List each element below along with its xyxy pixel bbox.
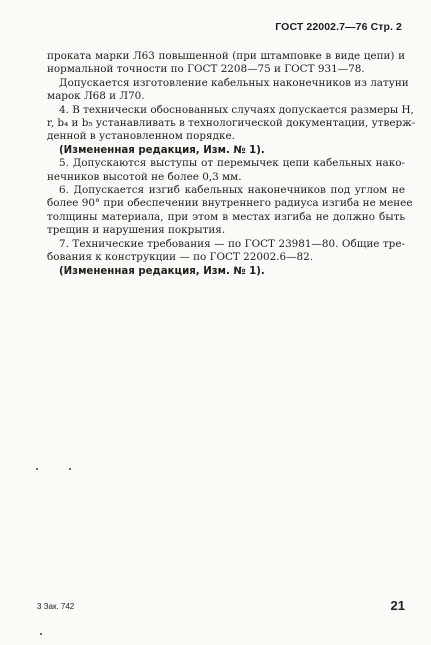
paragraph (47, 76, 409, 104)
amendment-note (47, 265, 405, 278)
text-line: 4. В технически обоснованных случаях допускается размеры H, (59, 103, 414, 116)
text-line: (Измененная редакция, Изм. № 1). (59, 265, 265, 277)
paragraph (47, 157, 405, 184)
text-line: денной в установленном порядке. (47, 130, 235, 143)
text-line: 6. Допускается изгиб кабельных наконечников под углом не (59, 184, 405, 197)
amendment-note (47, 144, 405, 157)
scan-speck (69, 468, 71, 470)
paragraph (47, 238, 405, 265)
text-line: марок Л68 и Л70. (47, 90, 145, 103)
text-line: нечников высотой не более 0,3 мм. (47, 170, 242, 183)
page-header (275, 21, 402, 33)
text-line: r, b₄ и b₅ устанавливать в технологической документации, утверж- (47, 117, 416, 130)
page-label: Стр. 2 (370, 21, 402, 33)
print-order-info: 3 Зак. 742 (37, 602, 75, 611)
text-line: нормальной точности по ГОСТ 2208—75 и ГОСТ 931—78. (47, 63, 365, 76)
scan-speck (36, 468, 38, 470)
paragraph (47, 184, 413, 238)
text-line: Допускается изготовление кабельных наконечников из латуни (59, 76, 409, 89)
text-line: трещин и нарушения покрытия. (47, 224, 226, 237)
text-line: (Измененная редакция, Изм. № 1). (59, 144, 265, 156)
paragraph (47, 50, 405, 77)
text-line: толщины материала, при этом в местах изгиба не должно быть (47, 210, 405, 223)
scan-speck (40, 633, 42, 635)
text-line: 5. Допускаются выступы от перемычек цепи кабельных нако- (59, 157, 405, 170)
text-line: 7. Технические требования — по ГОСТ 23981—80. Общие тре- (59, 237, 405, 250)
text-line: более 90° при обеспечении внутреннего радиуса изгиба не менее (47, 197, 413, 210)
standard-code: ГОСТ 22002.7—76 (275, 21, 368, 33)
text-line: прокатa марки Л63 повышенной (при штамповке в виде цепи) и (47, 50, 405, 62)
text-line: бования к конструкции — по ГОСТ 22002.6—82. (47, 251, 314, 264)
body-text (47, 50, 416, 278)
paragraph (47, 103, 416, 144)
page-number: 21 (390, 598, 405, 613)
